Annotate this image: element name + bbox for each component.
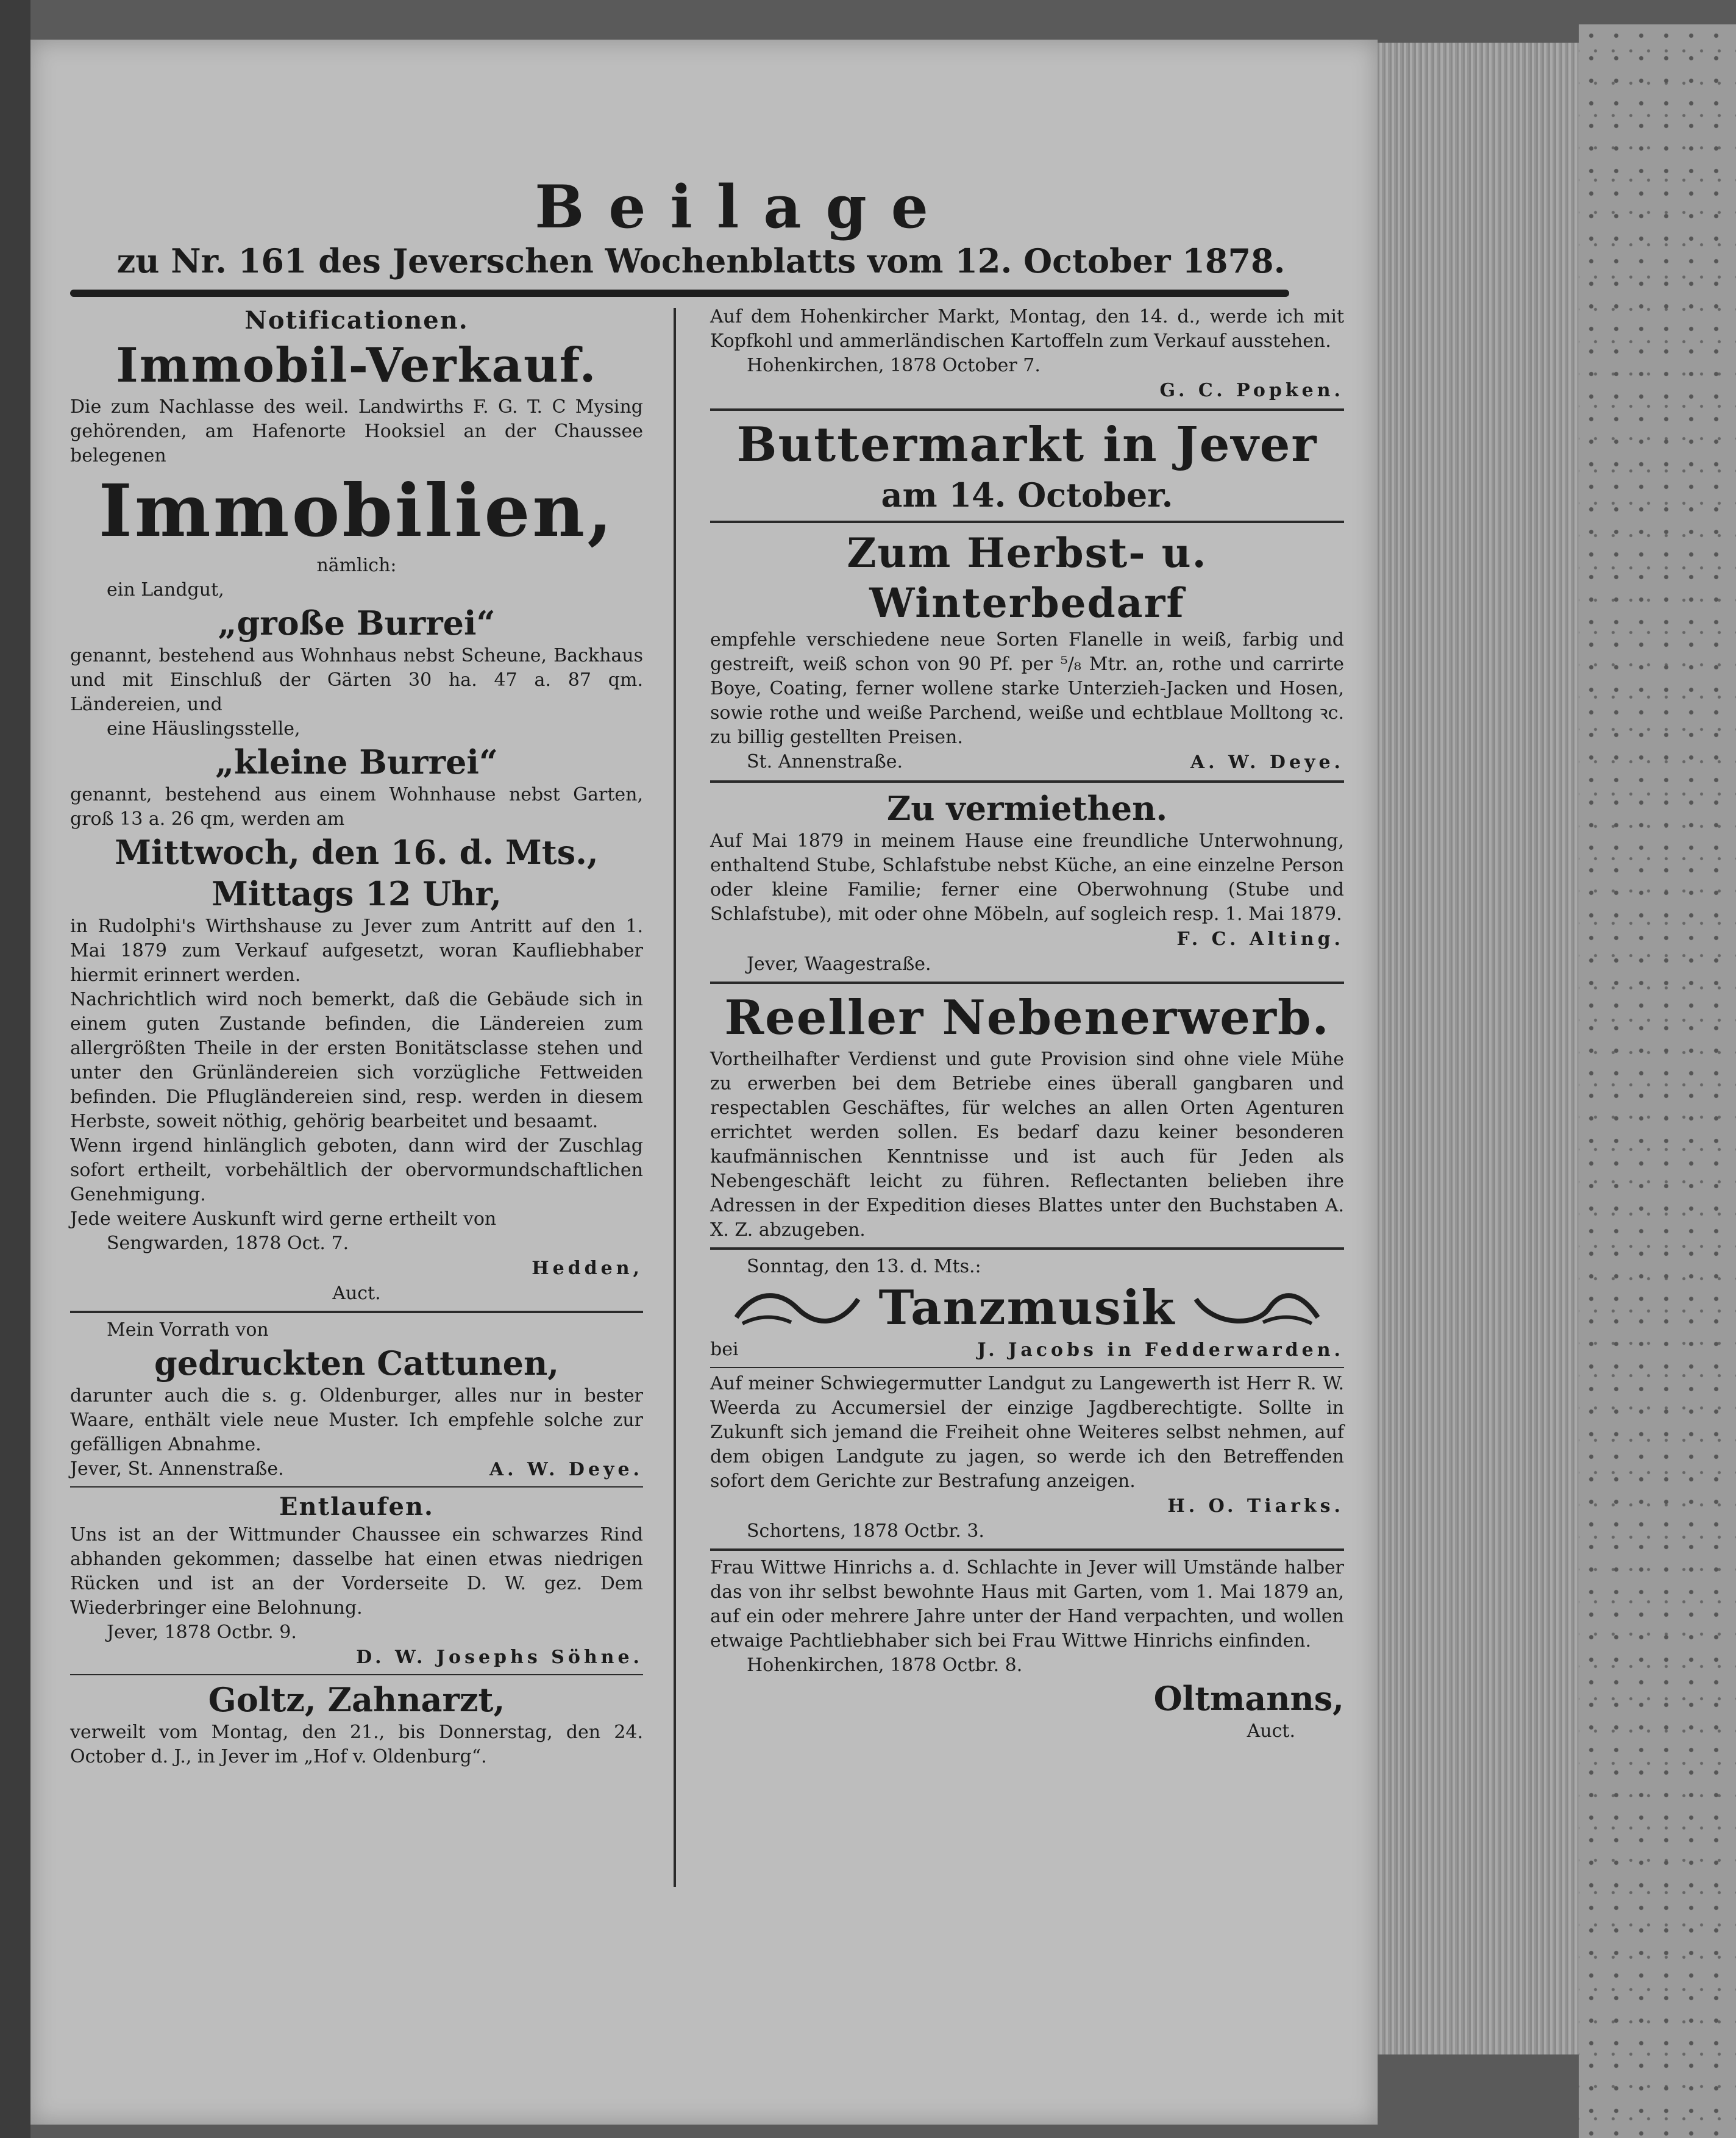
left-column <box>70 305 643 1769</box>
masthead <box>70 174 1320 281</box>
ad-cattunen <box>70 1318 643 1483</box>
ad-text: ein Landgut, <box>107 579 224 600</box>
ad-text: verweilt vom Montag, den 21., bis Donnerstag, den 24. October d. J., in Jever im „Hof v. Oldenburg“. <box>70 1722 643 1767</box>
ad-tanzmusik <box>710 1255 1344 1363</box>
ad-heading: Zu vermiethen. <box>886 789 1168 828</box>
ad-role: Auct. <box>1247 1720 1295 1742</box>
ad-place: Sengwarden, 1878 Oct. 7. <box>107 1233 349 1254</box>
ad-heading: Tanzmusik <box>878 1280 1176 1336</box>
ad-signer: Hedden, <box>532 1258 643 1279</box>
left-flourish-icon <box>730 1287 864 1330</box>
ad-zu-vermiethen <box>710 788 1344 977</box>
ad-place: Jever, 1878 Octbr. 9. <box>107 1622 297 1643</box>
ad-subheading: am 14. October. <box>881 476 1173 515</box>
ad-buttermarkt <box>710 416 1344 516</box>
masthead-rule <box>70 290 1289 297</box>
ad-hinrichs <box>710 1556 1344 1744</box>
ad-text: Nachrichtlich wird noch bemerkt, daß die Gebäude sich in einem guten Zustande befinden, die Ländereien zum allergrößten Theile in der ersten Bonitätsclasse stehen und unter den Grünländereien sich vorzügliche Fettweiden befinden. Die Pflugländereien sind, resp. werden in diesem Herbste, soweit nöthig, gehörig bearbeitet und besaamt. <box>70 989 643 1132</box>
ad-separator <box>70 1486 643 1488</box>
ad-separator <box>710 1247 1344 1250</box>
ad-separator <box>710 780 1344 783</box>
ad-text: genannt, bestehend aus einem Wohnhause nebst Garten, groß 13 a. 26 qm, werden am <box>70 784 643 830</box>
ad-separator <box>710 408 1344 411</box>
ad-separator <box>710 1367 1344 1368</box>
ad-separator <box>710 1548 1344 1551</box>
ad-place: St. Annenstraße. <box>747 751 903 772</box>
ad-footer <box>70 1457 643 1483</box>
ad-text: nämlich: <box>316 555 397 576</box>
ad-immobil-verkauf <box>70 305 643 1306</box>
section-heading: Notificationen. <box>244 306 469 335</box>
ad-text: genannt, bestehend aus Wohnhaus nebst Scheune, Backhaus und mit Einschluß der Gärten 30 ha. 47 a. 87 qm. Ländereien, und <box>70 645 643 715</box>
marbled-board <box>1579 24 1736 2138</box>
ad-text: Wenn irgend hinlänglich geboten, dann wird der Zuschlag sofort ertheilt, vorbehältlich der obervormundschaftlichen Genehmigung. <box>70 1135 643 1205</box>
ad-intro: Die zum Nachlasse des weil. Landwirths F. G. T. C Mysing gehörenden, am Hafenorte Hooksiel an der Chaussee belegenen <box>70 396 643 466</box>
ad-text: darunter auch die s. g. Oldenburger, alles nur in bester Waare, enthält viele neue Muster. Ich empfehle solche zur gefälligen Abnahme. <box>70 1385 643 1455</box>
ad-place: Hohenkirchen, 1878 Octbr. 8. <box>747 1655 1023 1676</box>
ad-heading: Goltz, Zahnarzt, <box>208 1680 505 1719</box>
property-name: „große Burrei“ <box>218 604 496 643</box>
ad-heading: Buttermarkt in Jever <box>736 417 1318 472</box>
ad-hohenkircher-markt <box>710 305 1344 404</box>
ad-footer <box>710 1338 1344 1363</box>
auction-time: Mittags 12 Uhr, <box>212 874 502 913</box>
ad-separator <box>710 982 1344 984</box>
ad-heading: Reeller Nebenerwerb. <box>724 990 1330 1046</box>
ad-herbst-winterbedarf <box>710 528 1344 775</box>
ad-heading: Entlaufen. <box>279 1492 434 1521</box>
ad-signer: H. O. Tiarks. <box>1167 1495 1344 1517</box>
ad-footer <box>710 750 1344 775</box>
ad-text: bei <box>710 1339 739 1360</box>
ad-place: Hohenkirchen, 1878 October 7. <box>747 355 1041 376</box>
ad-nebenerwerb <box>710 989 1344 1242</box>
ad-text: eine Häuslingsstelle, <box>107 718 301 739</box>
ad-text: Auf Mai 1879 in meinem Hause eine freundliche Unterwohnung, enthaltend Stube, Schlafstube nebst Küche, an eine einzelne Person oder kleine Familie; ferner eine Oberwohnung (Stube und Schlafstube), mit oder ohne Möbeln, auf sogleich resp. 1. Mai 1879. <box>710 830 1344 925</box>
page-content <box>70 173 1344 2138</box>
right-column <box>710 305 1344 1744</box>
ad-signer: F. C. Alting. <box>1176 928 1344 950</box>
ad-date: Sonntag, den 13. d. Mts.: <box>747 1256 981 1277</box>
newspaper-page <box>30 40 1378 2125</box>
ad-text: empfehle verschiedene neue Sorten Flanelle in weiß, farbig und gestreift, weiß schon von 90 Pf. per ⁵/₈ Mtr. an, rothe und carrirte Boye, Coating, ferner wollene starke Unterzieh-Jacken und Hosen, sowie rothe und weiße Parchend, weiße und echtblaue Molltong ꝛc. zu billig gestellten Preisen. <box>710 629 1344 748</box>
page-stack-edges <box>1378 43 1579 2054</box>
ad-signer: G. C. Popken. <box>1159 380 1344 401</box>
ad-text: Vortheilhafter Verdienst und gute Provision sind ohne viele Mühe zu erwerben bei dem Betriebe eines überall gangbaren und respectablen Geschäftes, für welches an allen Orten Agenturen errichtet werden sollen. Es bedarf dazu keiner besonderen kaufmännischen Kenntnisse und ist auch für Jeden als Nebengeschäft leicht zu führen. Reflectanten belieben ihre Adressen in der Expedition dieses Blattes unter den Buchstaben A. X. Z. abzugeben. <box>710 1049 1344 1241</box>
ad-goltz <box>70 1679 643 1769</box>
ad-role: Auct. <box>332 1283 381 1304</box>
ad-place: Schortens, 1878 Octbr. 3. <box>747 1520 984 1542</box>
ad-text: in Rudolphi's Wirthshause zu Jever zum Antritt auf den 1. Mai 1879 zum Verkauf aufgesetzt, woran Kaufliebhaber hiermit erinnert werden. <box>70 916 643 986</box>
ad-text: Auf meiner Schwiegermutter Landgut zu Langewerth ist Herr R. W. Weerda zu Accumersiel der einzige Jagdberechtigte. Sollte in Zukunft sich jemand die Freiheit ohne Weiteres selbst nehmen, auf dem obigen Landgute zu jagen, so werde ich den Betreffenden sofort dem Gerichte zur Bestrafung anzeigen. <box>710 1373 1344 1492</box>
ad-heading: Zum Herbst- u. Winterbedarf <box>847 529 1208 627</box>
ad-separator <box>70 1674 643 1675</box>
ad-separator <box>70 1311 643 1313</box>
ad-signer: A. W. Deye. <box>1190 752 1344 773</box>
ad-intro: Mein Vorrath von <box>107 1319 269 1341</box>
ad-jagd <box>710 1372 1344 1544</box>
column-divider <box>674 308 676 1887</box>
ad-text: Jede weitere Auskunft wird gerne ertheilt von <box>70 1208 497 1230</box>
book-cover-edge <box>0 0 30 2138</box>
ad-host: J. Jacobs in Fedderwarden. <box>977 1339 1344 1361</box>
ad-text: Auf dem Hohenkircher Markt, Montag, den 14. d., werde ich mit Kopfkohl und ammerländischen Kartoffeln zum Verkauf ausstehen. <box>710 306 1344 352</box>
ad-text: Frau Wittwe Hinrichs a. d. Schlachte in Jever will Umstände halber das von ihr selbst bewohnte Haus mit Garten, vom 1. Mai 1879 an, auf ein oder mehrere Jahre unter der Hand verpachten, und wollen etwaige Pachtliebhaber sich bei Frau Wittwe Hinrichs einfinden. <box>710 1557 1344 1652</box>
ad-signer: Oltmanns, <box>1153 1679 1344 1718</box>
ad-separator <box>710 521 1344 523</box>
ad-place: Jever, St. Annenstraße. <box>70 1458 284 1480</box>
ad-heading: Immobil-Verkauf. <box>116 338 597 393</box>
ad-signer: A. W. Deye. <box>489 1459 643 1480</box>
ad-heading: gedruckten Cattunen, <box>154 1344 560 1383</box>
masthead-title: Beilage <box>535 173 953 241</box>
tanzmusik-banner <box>710 1279 1344 1338</box>
ad-text: Uns ist an der Wittmunder Chaussee ein schwarzes Rind abhanden gekommen; dasselbe hat einen etwas niedrigen Rücken und ist an der Vorderseite D. W. gez. Dem Wiederbringer eine Belohnung. <box>70 1524 643 1619</box>
property-name: „kleine Burrei“ <box>215 743 498 782</box>
masthead-issue: zu Nr. 161 des Jeverschen Wochenblatts vom 12. October 1878. <box>116 241 1286 280</box>
ad-signer: D. W. Josephs Söhne. <box>356 1647 643 1668</box>
ad-entlaufen <box>70 1491 643 1670</box>
auction-date: Mittwoch, den 16. d. Mts., <box>115 833 599 872</box>
ad-place: Jever, Waagestraße. <box>747 953 931 975</box>
ad-big-heading: Immobilien, <box>98 468 615 553</box>
right-flourish-icon <box>1190 1287 1324 1330</box>
